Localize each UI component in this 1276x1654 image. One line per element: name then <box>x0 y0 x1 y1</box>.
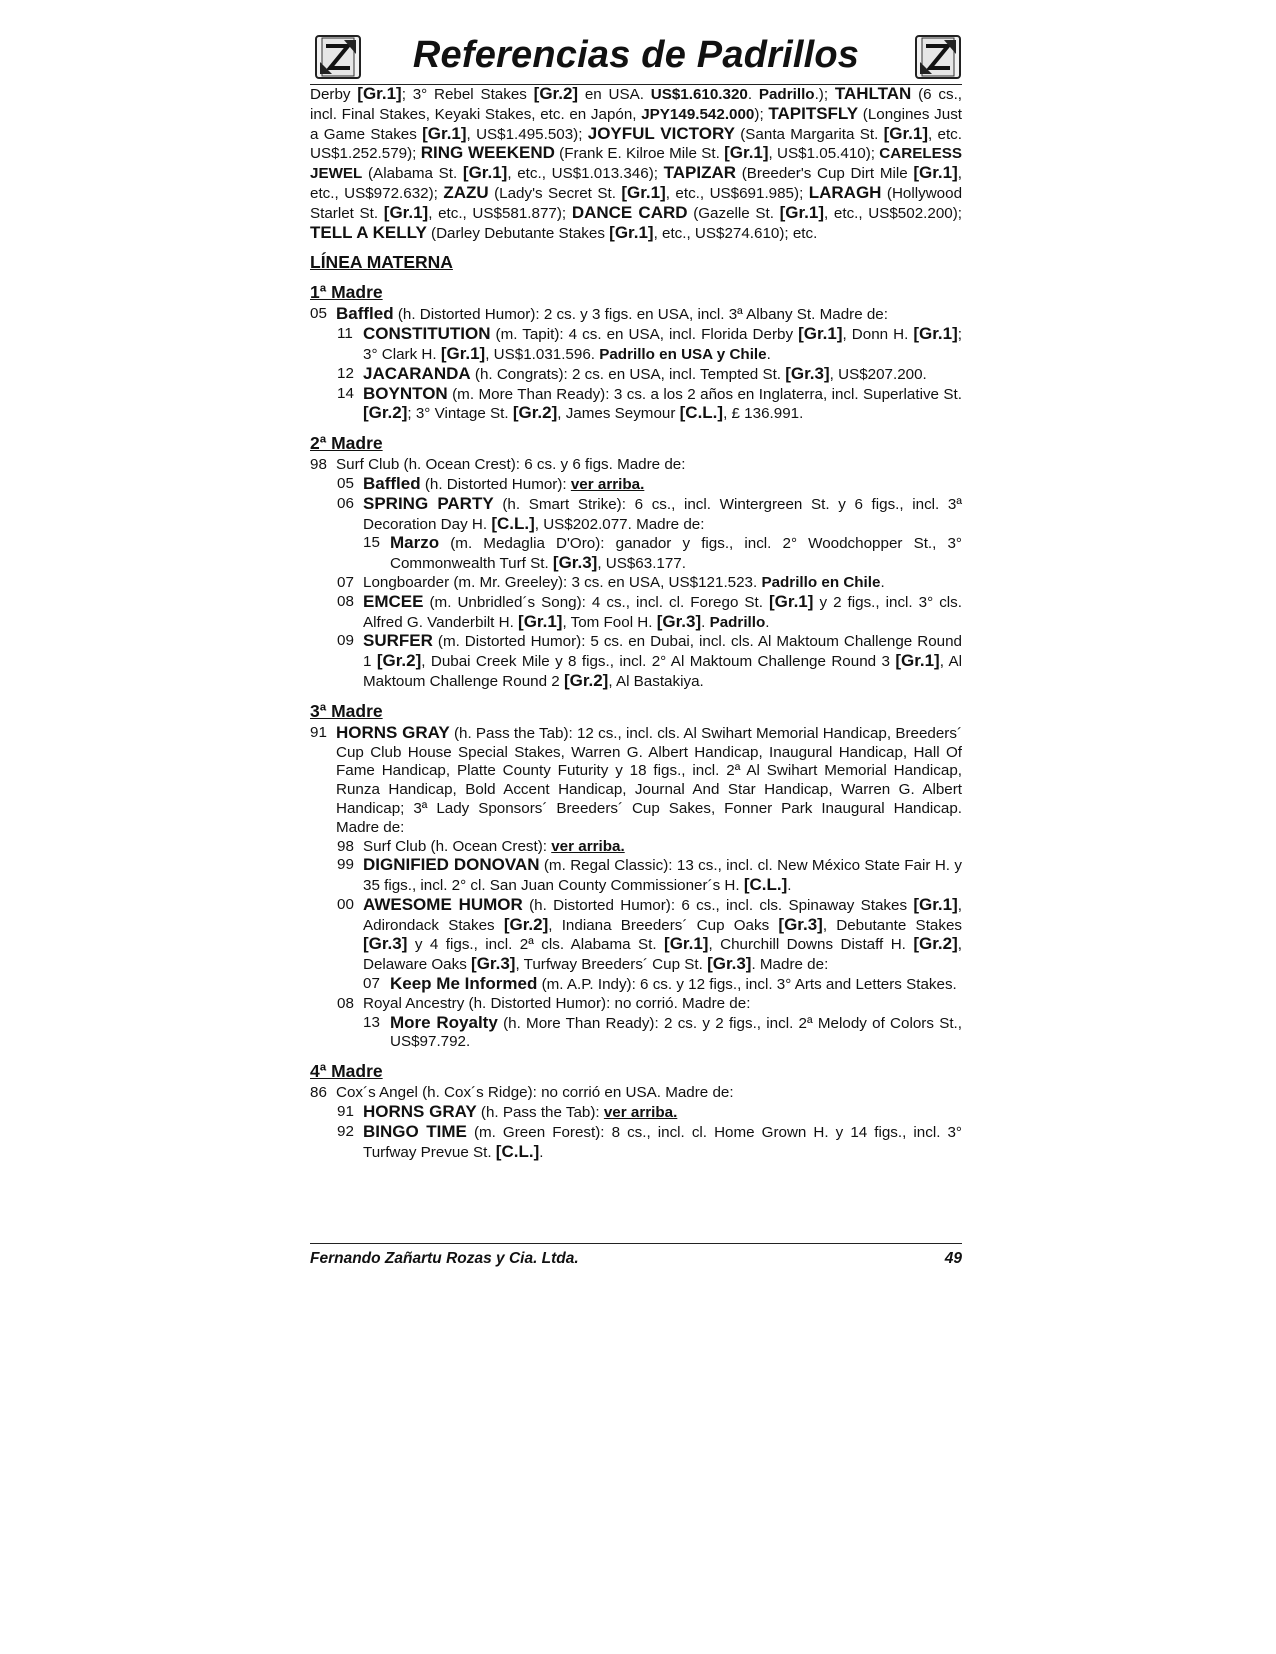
entry-year: 08 <box>337 994 354 1012</box>
text-run: (Frank E. Kilroe Mile St. <box>554 145 725 163</box>
pedigree-entry <box>310 1103 962 1123</box>
text-run: y 2 figs., incl. 3° cls. Alfred G. Vanderbilt H. <box>363 593 962 631</box>
race-grade: [Gr.1] <box>518 611 563 631</box>
race-grade: [Gr.1] <box>798 324 843 344</box>
text-run: (h. Pass the Tab): 12 cs., incl. cls. Al Swihart Memorial Handicap, Breeders´ Cup Club House Special Stakes, Warren G. Albert Handicap, Inaugural Handicap, Hall Of Fame Handicap, Platte County Futurity y 18 figs., incl. 2ª Al Swihart Memorial Handicap, Runza Handicap, Bold Accent Handicap, Journal And Star Handicap, Warren G. Albert Handicap; 3ª Lady Sponsors´ Breeders´ Cup Sakes, Fonner Park Inaugural Handicap. Madre de: <box>336 724 962 836</box>
document-body <box>310 85 962 1162</box>
pedigree-entry <box>310 896 962 975</box>
entry-year: 15 <box>363 534 380 552</box>
text-run: . <box>880 573 885 591</box>
text-run: (Longines Just a Game Stakes <box>310 105 963 143</box>
horse-name: HORNS GRAY <box>363 1102 477 1122</box>
entry-year: 00 <box>337 895 354 913</box>
entry-year: 98 <box>310 456 327 474</box>
text-run: . <box>765 613 770 631</box>
horse-name: Baffled <box>336 304 394 324</box>
race-grade: [Gr.2] <box>533 84 579 103</box>
horse-name: BOYNTON <box>363 383 448 403</box>
race-grade: [Gr.2] <box>376 651 422 671</box>
text-run: , Dubai Creek Mile y 8 figs., incl. 2° Al Maktoum Challenge Round 3 <box>421 653 896 671</box>
horse-name: JOYFUL VICTORY <box>587 123 735 143</box>
entry-year: 07 <box>363 975 380 993</box>
race-grade: [Gr.2] <box>563 670 609 690</box>
text-run: (Lady's Secret St. <box>488 184 622 202</box>
text-run: (Hollywood Starlet St. <box>310 184 963 222</box>
text-run: , US$1.05.410); <box>768 145 880 163</box>
text-run: , etc., US$581.877); <box>428 204 572 222</box>
entry-year: 98 <box>337 837 354 855</box>
text-run: , Al Bastakiya. <box>608 672 704 690</box>
horse-name: ZAZU <box>443 182 489 202</box>
intro-paragraph <box>310 85 962 243</box>
entry-year: 09 <box>337 632 354 650</box>
pedigree-entry <box>310 385 962 425</box>
text-run: y 4 figs., incl. 2ª cls. Alabama St. <box>407 936 665 954</box>
horse-name: Baffled <box>363 473 421 493</box>
horse-name: Keep Me Informed <box>390 974 538 994</box>
text-run: Royal Ancestry (h. Distorted Humor): no corrió. Madre de: <box>363 994 751 1012</box>
text-run: (h. Pass the Tab): <box>476 1104 604 1122</box>
text-run: (Darley Debutante Stakes <box>426 224 610 242</box>
horse-name: BINGO TIME <box>363 1121 467 1141</box>
text-run: (h. Congrats): 2 cs. en USA, incl. Tempted St. <box>470 365 786 383</box>
text-run: , US$202.077. Madre de: <box>534 515 705 533</box>
pedigree-entry <box>310 1084 962 1103</box>
page-footer <box>310 1250 962 1268</box>
pedigree-entry <box>310 995 962 1014</box>
text-run: Derby <box>310 86 358 103</box>
horse-name: TELL A KELLY <box>310 222 427 242</box>
race-grade: [Gr.1] <box>913 324 958 344</box>
pedigree-entry <box>310 305 962 325</box>
linea-materna-heading: LÍNEA MATERNA <box>310 252 453 273</box>
text-run: . <box>701 613 710 631</box>
maternal-line-sections <box>310 281 962 1162</box>
horse-name: DIGNIFIED DONOVAN <box>363 855 540 875</box>
page-header <box>310 32 962 84</box>
race-grade: [Gr.2] <box>363 403 408 423</box>
text-run: , etc., US$274.610); etc. <box>653 224 818 242</box>
horse-name: TAPITSFLY <box>768 103 859 123</box>
text-run: (Gazelle St. <box>687 204 780 222</box>
text-run: , etc., US$691.985); <box>665 184 809 202</box>
text-run: , Delaware Oaks <box>363 936 962 974</box>
race-grade: [Gr.1] <box>779 202 825 222</box>
text-run: (m. Medaglia D'Oro): ganador y figs., incl. 2° Woodchopper St., 3° Commonwealth Turf St. <box>390 535 962 573</box>
entry-year: 07 <box>337 573 354 591</box>
text-run: . Madre de: <box>751 956 829 974</box>
pedigree-entry <box>310 724 962 838</box>
text-run: , etc., US$502.200); <box>824 204 962 222</box>
text-run: (Breeder's Cup Dirt Mile <box>736 165 914 183</box>
text-run: (Alabama St. <box>362 165 463 183</box>
pedigree-entry <box>310 495 962 535</box>
text-run: ); <box>754 105 769 123</box>
race-grade: [Gr.1] <box>422 123 467 143</box>
text-run: .); <box>814 86 835 103</box>
text-run: , Tom Fool H. <box>562 613 657 631</box>
text-run: , etc. US$1.252.579); <box>310 125 962 163</box>
race-grade: [C.L.] <box>743 875 788 895</box>
horse-name: JACARANDA <box>363 363 471 383</box>
entry-year: 13 <box>363 1013 380 1031</box>
pedigree-entry <box>310 632 962 691</box>
race-grade: [Gr.1] <box>895 651 940 671</box>
horse-name: RING WEEKEND <box>420 143 555 163</box>
text-run: (h. Distorted Humor): <box>420 475 571 493</box>
footer-rule <box>310 1243 962 1244</box>
dam-heading: 2ª Madre <box>310 433 383 454</box>
text-run: (m. Unbridled´s Song): 4 cs., incl. cl. Forego St. <box>423 593 770 611</box>
text-run: ; 3° Clark H. <box>363 326 963 363</box>
text-run: Cox´s Angel (h. Cox´s Ridge): no corrió en USA. Madre de: <box>336 1084 734 1102</box>
entry-year: 91 <box>337 1103 354 1121</box>
entry-year: 06 <box>337 494 354 512</box>
race-grade: [Gr.1] <box>357 84 402 103</box>
horse-name: More Royalty <box>390 1012 498 1032</box>
pedigree-entry <box>310 534 962 574</box>
pedigree-entry <box>310 325 962 365</box>
pedigree-entry <box>310 856 962 896</box>
horse-name: TAHLTAN <box>834 84 912 103</box>
text-run: , James Seymour <box>557 405 680 423</box>
race-grade: [Gr.3] <box>778 914 823 934</box>
text-run: Padrillo <box>709 613 766 631</box>
race-grade: [Gr.1] <box>913 163 958 183</box>
dam-heading: 4ª Madre <box>310 1061 383 1082</box>
text-run: Longboarder (m. Mr. Greeley): 3 cs. en USA, US$121.523. <box>363 573 762 591</box>
text-run: , US$207.200. <box>829 365 927 383</box>
entry-year: 12 <box>337 364 354 382</box>
cross-reference: ver arriba. <box>603 1104 678 1122</box>
pedigree-entry <box>310 975 962 995</box>
text-run: , Al Maktoum Challenge Round 2 <box>363 653 962 690</box>
cross-reference: ver arriba. <box>551 837 625 855</box>
pedigree-entry <box>310 1014 962 1053</box>
entry-year: 86 <box>310 1084 327 1102</box>
entry-year: 92 <box>337 1122 354 1140</box>
race-grade: [Gr.3] <box>552 553 598 573</box>
text-run: CARELESS JEWEL <box>310 145 962 183</box>
horse-name: LARAGH <box>808 182 882 202</box>
page-title: Referencias de Padrillos <box>412 34 860 76</box>
race-grade: [Gr.1] <box>609 222 654 242</box>
text-run: (m. More Than Ready): 3 cs. a los 2 años en Inglaterra, incl. Superlative St. <box>447 385 962 403</box>
text-run: , Churchill Downs Distaff H. <box>708 936 914 954</box>
race-grade: [C.L.] <box>491 513 535 533</box>
text-run: Padrillo <box>758 86 815 103</box>
entry-year: 08 <box>337 592 354 610</box>
entry-year: 14 <box>337 384 354 402</box>
race-grade: [Gr.2] <box>913 934 958 954</box>
text-run: (h. Smart Strike): 6 cs., incl. Wintergreen St. y 6 figs., incl. 3ª Decoration Day H. <box>363 495 962 533</box>
text-run: , Adirondack Stakes <box>363 896 962 934</box>
horse-name: SPRING PARTY <box>363 493 494 513</box>
race-grade: [Gr.1] <box>664 934 709 954</box>
text-run: (Santa Margarita St. <box>734 125 884 143</box>
footer-company: Fernando Zañartu Rozas y Cia. Ltda. <box>310 1250 579 1267</box>
race-grade: [Gr.3] <box>471 954 516 974</box>
text-run: (m. Regal Classic): 13 cs., incl. cl. New México State Fair H. y 35 figs., incl. 2° cl. San Juan County Commissioner´s H. <box>363 857 962 895</box>
text-run: ; 3° Rebel Stakes <box>401 86 534 103</box>
race-grade: [Gr.3] <box>363 934 408 954</box>
race-grade: [C.L.] <box>679 403 724 423</box>
text-run: (m. Green Forest): 8 cs., incl. cl. Home Grown H. y 14 figs., incl. 3° Turfway Prevue St. <box>363 1123 962 1161</box>
entry-year: 91 <box>310 723 327 741</box>
text-run: (h. Distorted Humor): 2 cs. y 3 figs. en USA, incl. 3ª Albany St. Madre de: <box>393 306 888 324</box>
entry-year: 05 <box>337 474 354 492</box>
race-grade: [Gr.1] <box>913 894 958 914</box>
text-run: (m. Tapit): 4 cs. en USA, incl. Florida Derby <box>490 326 799 344</box>
horse-name: HORNS GRAY <box>336 722 450 742</box>
horse-name: Marzo <box>390 533 440 553</box>
text-run: . <box>747 86 759 103</box>
horse-name: DANCE CARD <box>571 202 688 222</box>
document-page <box>310 32 962 1162</box>
race-grade: [Gr.1] <box>462 163 508 183</box>
text-run: . <box>787 877 792 895</box>
race-grade: [Gr.1] <box>383 202 429 222</box>
text-run: , Turfway Breeders´ Cup St. <box>515 956 708 974</box>
pedigree-entry <box>310 593 962 633</box>
race-grade: [Gr.2] <box>503 914 549 934</box>
horse-name: TAPIZAR <box>663 163 737 183</box>
text-run: . <box>766 345 771 363</box>
text-run: Padrillo en USA y Chile <box>599 345 767 363</box>
race-grade: [Gr.1] <box>769 591 814 611</box>
text-run: US$1.610.320 <box>650 86 748 103</box>
horse-name: SURFER <box>363 631 433 651</box>
text-run: , US$1.031.596. <box>485 345 600 363</box>
race-grade: [Gr.1] <box>440 343 486 363</box>
dam-heading: 3ª Madre <box>310 700 383 721</box>
pedigree-entry <box>310 574 962 593</box>
text-run: , Indiana Breeders´ Cup Oaks <box>548 916 779 934</box>
entry-year: 05 <box>310 305 327 323</box>
horse-name: EMCEE <box>363 591 424 611</box>
pedigree-entry <box>310 456 962 475</box>
entry-year: 11 <box>337 325 353 343</box>
text-run: , etc., US$972.632); <box>310 165 962 202</box>
horse-name: AWESOME HUMOR <box>363 894 523 914</box>
text-run: . <box>539 1143 544 1161</box>
text-run: , Debutante Stakes <box>822 916 962 934</box>
text-run: Padrillo en Chile <box>761 573 881 591</box>
text-run: , US$1.495.503); <box>466 125 588 143</box>
text-run: , Donn H. <box>842 326 914 344</box>
race-grade: [Gr.1] <box>724 143 769 163</box>
text-run: , US$63.177. <box>597 555 686 573</box>
text-run: (6 cs., incl. Final Stakes, Keyaki Stakes, etc. en Japón, <box>310 86 963 123</box>
race-grade: [Gr.2] <box>512 403 558 423</box>
race-grade: [Gr.1] <box>883 123 928 143</box>
zanartu-logo-icon <box>914 34 962 80</box>
race-grade: [Gr.3] <box>656 611 702 631</box>
pedigree-entry <box>310 838 962 857</box>
text-run: (m. Distorted Humor): 5 cs. en Dubai, incl. cls. Al Maktoum Challenge Round 1 <box>363 633 962 671</box>
race-grade: [C.L.] <box>495 1141 540 1161</box>
text-run: en USA. <box>578 86 651 103</box>
cross-reference: ver arriba. <box>570 475 645 493</box>
pedigree-entry <box>310 365 962 385</box>
text-run: Surf Club (h. Ocean Crest): 6 cs. y 6 figs. Madre de: <box>336 456 686 474</box>
text-run: (m. A.P. Indy): 6 cs. y 12 figs., incl. 3° Arts and Letters Stakes. <box>537 976 957 994</box>
text-run: Surf Club (h. Ocean Crest): <box>363 837 552 855</box>
text-run: , £ 136.991. <box>723 405 804 423</box>
page-number: 49 <box>944 1250 962 1267</box>
pedigree-entry <box>310 1123 962 1163</box>
dam-heading: 1ª Madre <box>310 282 383 303</box>
text-run: , etc., US$1.013.346); <box>507 165 664 183</box>
horse-name: CONSTITUTION <box>363 324 491 344</box>
pedigree-entry <box>310 475 962 495</box>
race-grade: [Gr.3] <box>785 363 830 383</box>
entry-year: 99 <box>337 856 354 874</box>
text-run: JPY149.542.000 <box>641 105 755 123</box>
text-run: (h. Distorted Humor): 6 cs., incl. cls. Spinaway Stakes <box>522 896 914 914</box>
race-grade: [Gr.3] <box>707 954 752 974</box>
text-run: ; 3° Vintage St. <box>407 405 513 423</box>
race-grade: [Gr.1] <box>621 182 666 202</box>
text-run: (h. More Than Ready): 2 cs. y 2 figs., incl. 2ª Melody of Colors St., US$97.792. <box>390 1014 962 1051</box>
